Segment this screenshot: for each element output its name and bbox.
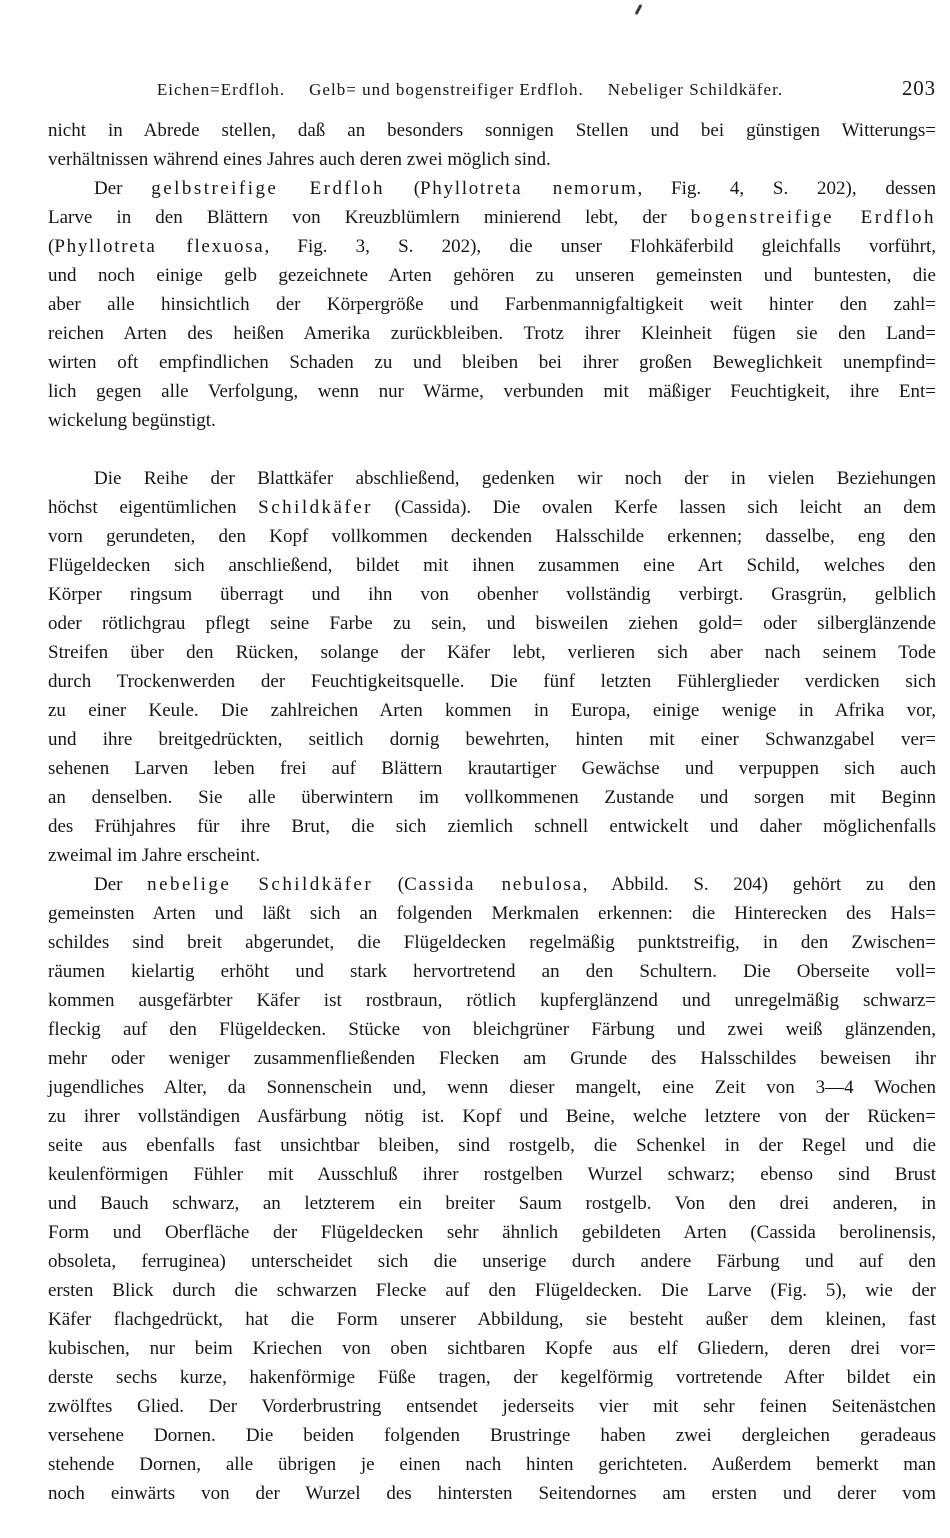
latin-text: Cassida nebulosa (404, 874, 583, 895)
body-text: Körper ringsum überragt und ihn von obenher vollständig verbirgt. Grasgrün, gelblich (48, 584, 936, 605)
ink-speck-mark (635, 4, 643, 15)
text-line (48, 464, 936, 493)
body-text: zweimal im Jahre erscheint. (48, 845, 261, 866)
body-text: derste sechs kurze, hakenförmige Füße tragen, der kegelförmig vortretende After bildet ein (48, 1367, 936, 1388)
latin-text: Cassida berolinensis, (756, 1222, 936, 1243)
text-line (48, 1044, 936, 1073)
body-text: höchst eigentümlichen (48, 497, 259, 518)
latin-text: Phyllotreta flexuosa (54, 236, 265, 257)
text-line (48, 1305, 936, 1334)
body-text: gemeinsten Arten und läßt sich an folgenden Merkmalen erkennen: die Hinterecken des Hals= (48, 903, 936, 924)
body-text: Der (94, 178, 152, 199)
body-text: reichen Arten des heißen Amerika zurückbleiben. Trotz ihrer Kleinheit fügen sie den Land= (48, 323, 936, 344)
body-text: aber alle hinsichtlich der Körpergröße und Farbenmannigfaltigkeit weit hinter den zahl= (48, 294, 936, 315)
text-line (48, 1015, 936, 1044)
page-text (48, 116, 936, 1508)
body-text: räumen kielartig erhöht und stark hervortretend an den Schultern. Die Oberseite voll= (48, 961, 936, 982)
text-line (48, 1102, 936, 1131)
text-line (48, 899, 936, 928)
text-line (48, 290, 936, 319)
body-text: ( (373, 874, 405, 895)
body-text: Larve in den Blättern von Kreuzblümlern minierend lebt, der (48, 207, 691, 228)
body-text: wickelung begünstigt. (48, 410, 216, 431)
body-text: zu einer Keule. Die zahlreichen Arten kommen in Europa, einige wenige in Afrika vor, (48, 700, 936, 721)
body-text: an denselben. Sie alle überwintern im vollkommenen Zustande und sorgen mit Beginn (48, 787, 936, 808)
text-line (48, 783, 936, 812)
latin-text: obsoleta, ferruginea (48, 1251, 220, 1272)
body-text: Die Reihe der Blattkäfer abschließend, gedenken wir noch der in vielen Beziehungen (94, 468, 936, 489)
body-text: keulenförmigen Fühler mit Ausschluß ihrer rostgelben Wurzel schwarz; ebenso sind Brust (48, 1164, 936, 1185)
body-text: seite aus ebenfalls fast unsichtbar bleiben, sind rostgelb, die Schenkel in der Regel und die (48, 1135, 936, 1156)
text-line (48, 493, 936, 522)
body-text: des Frühjahres für ihre Brut, die sich ziemlich schnell entwickelt und daher möglichenfalls (48, 816, 936, 837)
text-line (48, 1363, 936, 1392)
text-line (48, 609, 936, 638)
header-title-part: Eichen=Erdfloh. (156, 80, 286, 99)
text-line (48, 1334, 936, 1363)
text-line (48, 928, 936, 957)
text-line (48, 348, 936, 377)
body-text: durch Trockenwerden der Feuchtigkeitsquelle. Die fünf letzten Fühlerglieder verdicken sich (48, 671, 936, 692)
text-line (48, 1073, 936, 1102)
paragraph (48, 870, 936, 1508)
body-text: wirten oft empfindlichen Schaden zu und bleiben bei ihrer großen Beweglichkeit unempfind= (48, 352, 936, 373)
body-text: ) unterscheidet sich die unserige durch andere Färbung und auf den (219, 1251, 936, 1272)
header-title-part: Nebeliger Schildkäfer. (607, 80, 784, 99)
text-line (48, 261, 936, 290)
body-text: noch einwärts von der Wurzel des hintersten Seitendornes am ersten und derer vom (48, 1483, 936, 1504)
text-line (48, 870, 936, 899)
text-line (48, 1450, 936, 1479)
text-line (48, 1218, 936, 1247)
body-text: mehr oder weniger zusammenfließenden Flecken am Grunde des Halsschildes beweisen ihr (48, 1048, 936, 1069)
text-line (48, 957, 936, 986)
text-line (48, 638, 936, 667)
text-line (48, 667, 936, 696)
text-line (48, 1247, 936, 1276)
text-line (48, 1131, 936, 1160)
body-text: und ihre breitgedrückten, seitlich dornig bewehrten, hinten mit einer Schwanzgabel ver= (48, 729, 936, 750)
body-text: , Abbild. S. 204) gehört zu den (582, 874, 937, 895)
body-text: kommen ausgefärbter Käfer ist rostbraun, rötlich kupferglänzend und unregelmäßig schwarz= (48, 990, 936, 1011)
body-text: sehenen Larven leben frei auf Blättern krautartiger Gewächse und verpuppen sich auch (48, 758, 936, 779)
body-text: lich gegen alle Verfolgung, wenn nur Wärme, verbunden mit mäßiger Feuchtigkeit, ihre Ent= (48, 381, 936, 402)
body-text: fleckig auf den Flügeldecken. Stücke von bleichgrüner Färbung und zwei weiß glänzenden, (48, 1019, 936, 1040)
body-text: Der (94, 874, 148, 895)
body-text: Käfer flachgedrückt, hat die Form unserer Abbildung, sie besteht außer dem kleinen, fast (48, 1309, 936, 1330)
body-text: Form und Oberfläche der Flügeldecken sehr ähnlich gebildeten Arten ( (48, 1222, 757, 1243)
body-text: Flügeldecken sich anschließend, bildet mit ihnen zusammen eine Art Schild, welches den (48, 555, 936, 576)
emphasized-text: bogenstreifige Erdfloh (690, 207, 936, 228)
body-text: und Bauch schwarz, an letzterem ein breiter Saum rostgelb. Von den drei anderen, in (48, 1193, 936, 1214)
body-text: , Fig. 3, S. 202), die unser Flohkäferbild gleichfalls vorführt, (264, 236, 936, 257)
body-text: vorn gerundeten, den Kopf vollkommen deckenden Halsschilde erkennen; dasselbe, eng den (48, 526, 936, 547)
paragraph (48, 116, 936, 174)
text-line (48, 812, 936, 841)
text-line (48, 406, 936, 435)
text-line (48, 696, 936, 725)
body-text: zu ihrer vollständigen Ausfärbung nötig ist. Kopf und Beine, welche letztere von der Rücken= (48, 1106, 936, 1127)
text-line (48, 203, 936, 232)
body-text: nicht in Abrede stellen, daß an besonders sonnigen Stellen und bei günstigen Witterungs= (48, 120, 936, 141)
text-line (48, 116, 936, 145)
text-line (48, 1479, 936, 1508)
text-line (48, 1160, 936, 1189)
body-text: ). Die ovalen Kerfe lassen sich leicht an dem (460, 497, 937, 518)
body-text: ersten Blick durch die schwarzen Flecke auf den Flügeldecken. Die Larve (Fig. 5), wie der (48, 1280, 936, 1301)
body-text: kubischen, nur beim Kriechen von oben sichtbaren Kopfe aus elf Gliedern, deren drei vor= (48, 1338, 936, 1359)
body-text: ( (384, 178, 421, 199)
page-number: 203 (901, 76, 936, 100)
body-text: stehende Dornen, alle übrigen je einen nach hinten gerichteten. Außerdem bemerkt man (48, 1454, 936, 1475)
text-line (48, 1421, 936, 1450)
text-line (48, 377, 936, 406)
text-line (48, 841, 936, 870)
body-text: ( (372, 497, 401, 518)
body-text: jugendliches Alter, da Sonnenschein und, wenn dieser mangelt, eine Zeit von 3—4 Wochen (48, 1077, 936, 1098)
body-text: Streifen über den Rücken, solange der Käfer lebt, verlieren sich aber nach seinem Tode (48, 642, 936, 663)
body-text: schildes sind breit abgerundet, die Flügeldecken regelmäßig punktstreifig, in den Zwischen= (48, 932, 936, 953)
emphasized-text: nebelige Schildkäfer (147, 874, 374, 895)
text-line (48, 754, 936, 783)
paragraph (48, 464, 936, 870)
body-text: , Fig. 4, S. 202), dessen (637, 178, 937, 199)
body-text: zwölftes Glied. Der Vorderbrustring entsendet jederseits vier mit sehr feinen Seitenästchen (48, 1396, 936, 1417)
text-line (48, 174, 936, 203)
latin-text: Phyllotreta nemorum (420, 178, 638, 199)
header-title-part: Gelb= und bogenstreifiger Erdfloh. (309, 80, 584, 99)
emphasized-text: gelbstreifige Erdfloh (151, 178, 385, 199)
emphasized-text: Schildkäfer (258, 497, 373, 518)
running-header (48, 76, 936, 102)
text-line (48, 319, 936, 348)
body-text: verhältnissen während eines Jahres auch deren zwei möglich sind. (48, 149, 551, 170)
text-line (48, 145, 936, 174)
text-line (48, 1189, 936, 1218)
text-line (48, 551, 936, 580)
paragraph (48, 174, 936, 435)
text-line (48, 232, 936, 261)
body-text: versehene Dornen. Die beiden folgenden Brustringe haben zwei dergleichen geradeaus (48, 1425, 936, 1446)
body-text: und noch einige gelb gezeichnete Arten gehören zu unseren gemeinsten und buntesten, die (48, 265, 936, 286)
body-text: ( (48, 236, 55, 257)
body-text: oder rötlichgrau pflegt seine Farbe zu sein, und bisweilen ziehen gold= oder silberglänzende (48, 613, 936, 634)
latin-text: Cassida (400, 497, 461, 518)
text-line (48, 580, 936, 609)
header-titles (48, 78, 892, 102)
text-line (48, 986, 936, 1015)
text-line (48, 1392, 936, 1421)
text-line (48, 725, 936, 754)
text-line (48, 522, 936, 551)
text-line (48, 1276, 936, 1305)
